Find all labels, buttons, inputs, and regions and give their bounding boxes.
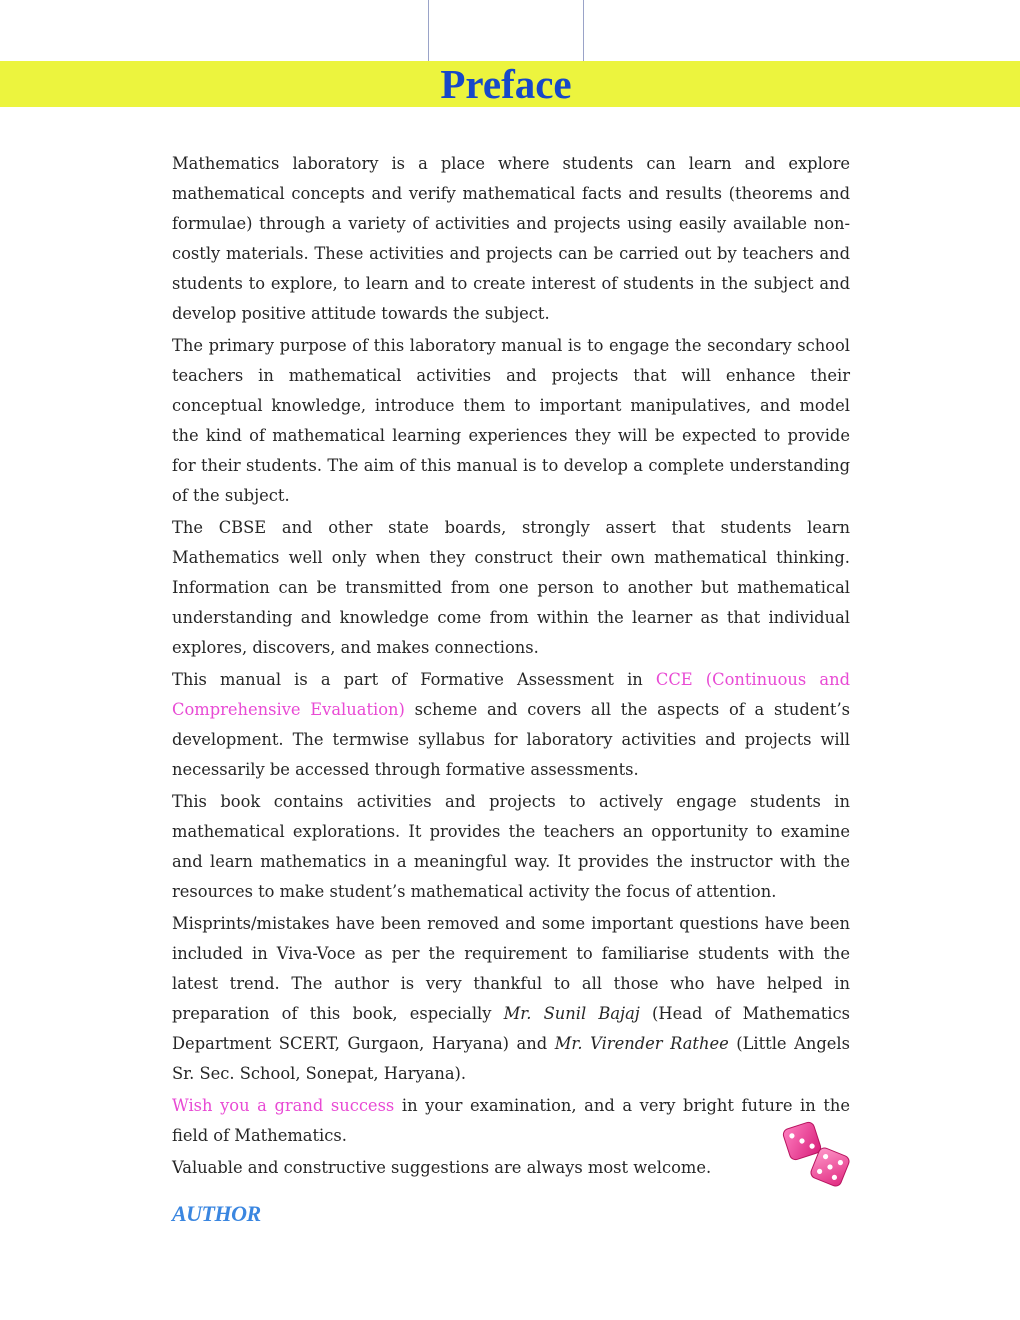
paragraph-4-end: scheme and covers all the aspects of a student’s development. The termwise syllabus for laboratory activities and projects will necessarily be accessed through formative assessments. (172, 700, 850, 779)
paragraph-6-mid: (Head of Mathematics Department SCERT, Gurgaon, Haryana) and (172, 1004, 850, 1053)
page-title: Preface (440, 61, 572, 107)
paragraph-4-start: This manual is a part of Formative Assessment in (172, 670, 656, 689)
acknowledged-name-1: Mr. Sunil Bajaj (503, 1004, 640, 1023)
author-signature: AUTHOR (172, 1201, 261, 1226)
acknowledged-name-2: Mr. Virender Rathee (554, 1034, 729, 1053)
cce-highlight: CCE (Continuous and Comprehensive Evaluation) (172, 670, 850, 719)
dice-icon (780, 1115, 852, 1191)
paragraph-6-end: (Little Angels Sr. Sec. School, Sonepat, Haryana). (172, 1034, 850, 1083)
paragraph-7 (172, 1091, 850, 1151)
paragraph-1: Mathematics laboratory is a place where students can learn and explore mathematical concepts and verify mathematical facts and results (theorems and formulae) through a variety of activities and projects using easily available non-costly materials. These activities and projects can be carried out by teachers and students to explore, to learn and to create interest of students in the subject and develop positive attitude towards the subject. (172, 154, 850, 323)
preface-body (172, 149, 850, 1227)
paragraph-7-end: in your examination, and a very bright future in the field of Mathematics. (172, 1096, 850, 1145)
paragraph-5: This book contains activities and projects to actively engage students in mathematical explorations. It provides the teachers an opportunity to examine and learn mathematics in a meaningful way. It provides the instructor with the resources to make student’s mathematical activity the focus of attention. (172, 792, 850, 901)
paragraph-3: The CBSE and other state boards, strongly assert that students learn Mathematics well only when they construct their own mathematical thinking. Information can be transmitted from one person to another but mathematical understanding and knowledge come from within the learner as that individual explores, discovers, and makes connections. (172, 518, 850, 657)
paragraph-6 (172, 909, 850, 1089)
paragraph-6-start: Misprints/mistakes have been removed and some important questions have been included in Viva-Voce as per the requirement to familiarise students with the latest trend. The author is very thankful to all those who have helped in preparation of this book, especially (172, 914, 850, 1023)
paragraph-4 (172, 665, 850, 785)
paragraph-8: Valuable and constructive suggestions are always most welcome. (172, 1158, 712, 1177)
wish-highlight: Wish you a grand success (172, 1096, 395, 1115)
paragraph-2: The primary purpose of this laboratory manual is to engage the secondary school teachers in mathematical activities and projects that will enhance their conceptual knowledge, introduce them to important manipulatives, and model the kind of mathematical learning experiences they will be expected to provide for their students. The aim of this manual is to develop a complete understanding of the subject. (172, 336, 850, 505)
